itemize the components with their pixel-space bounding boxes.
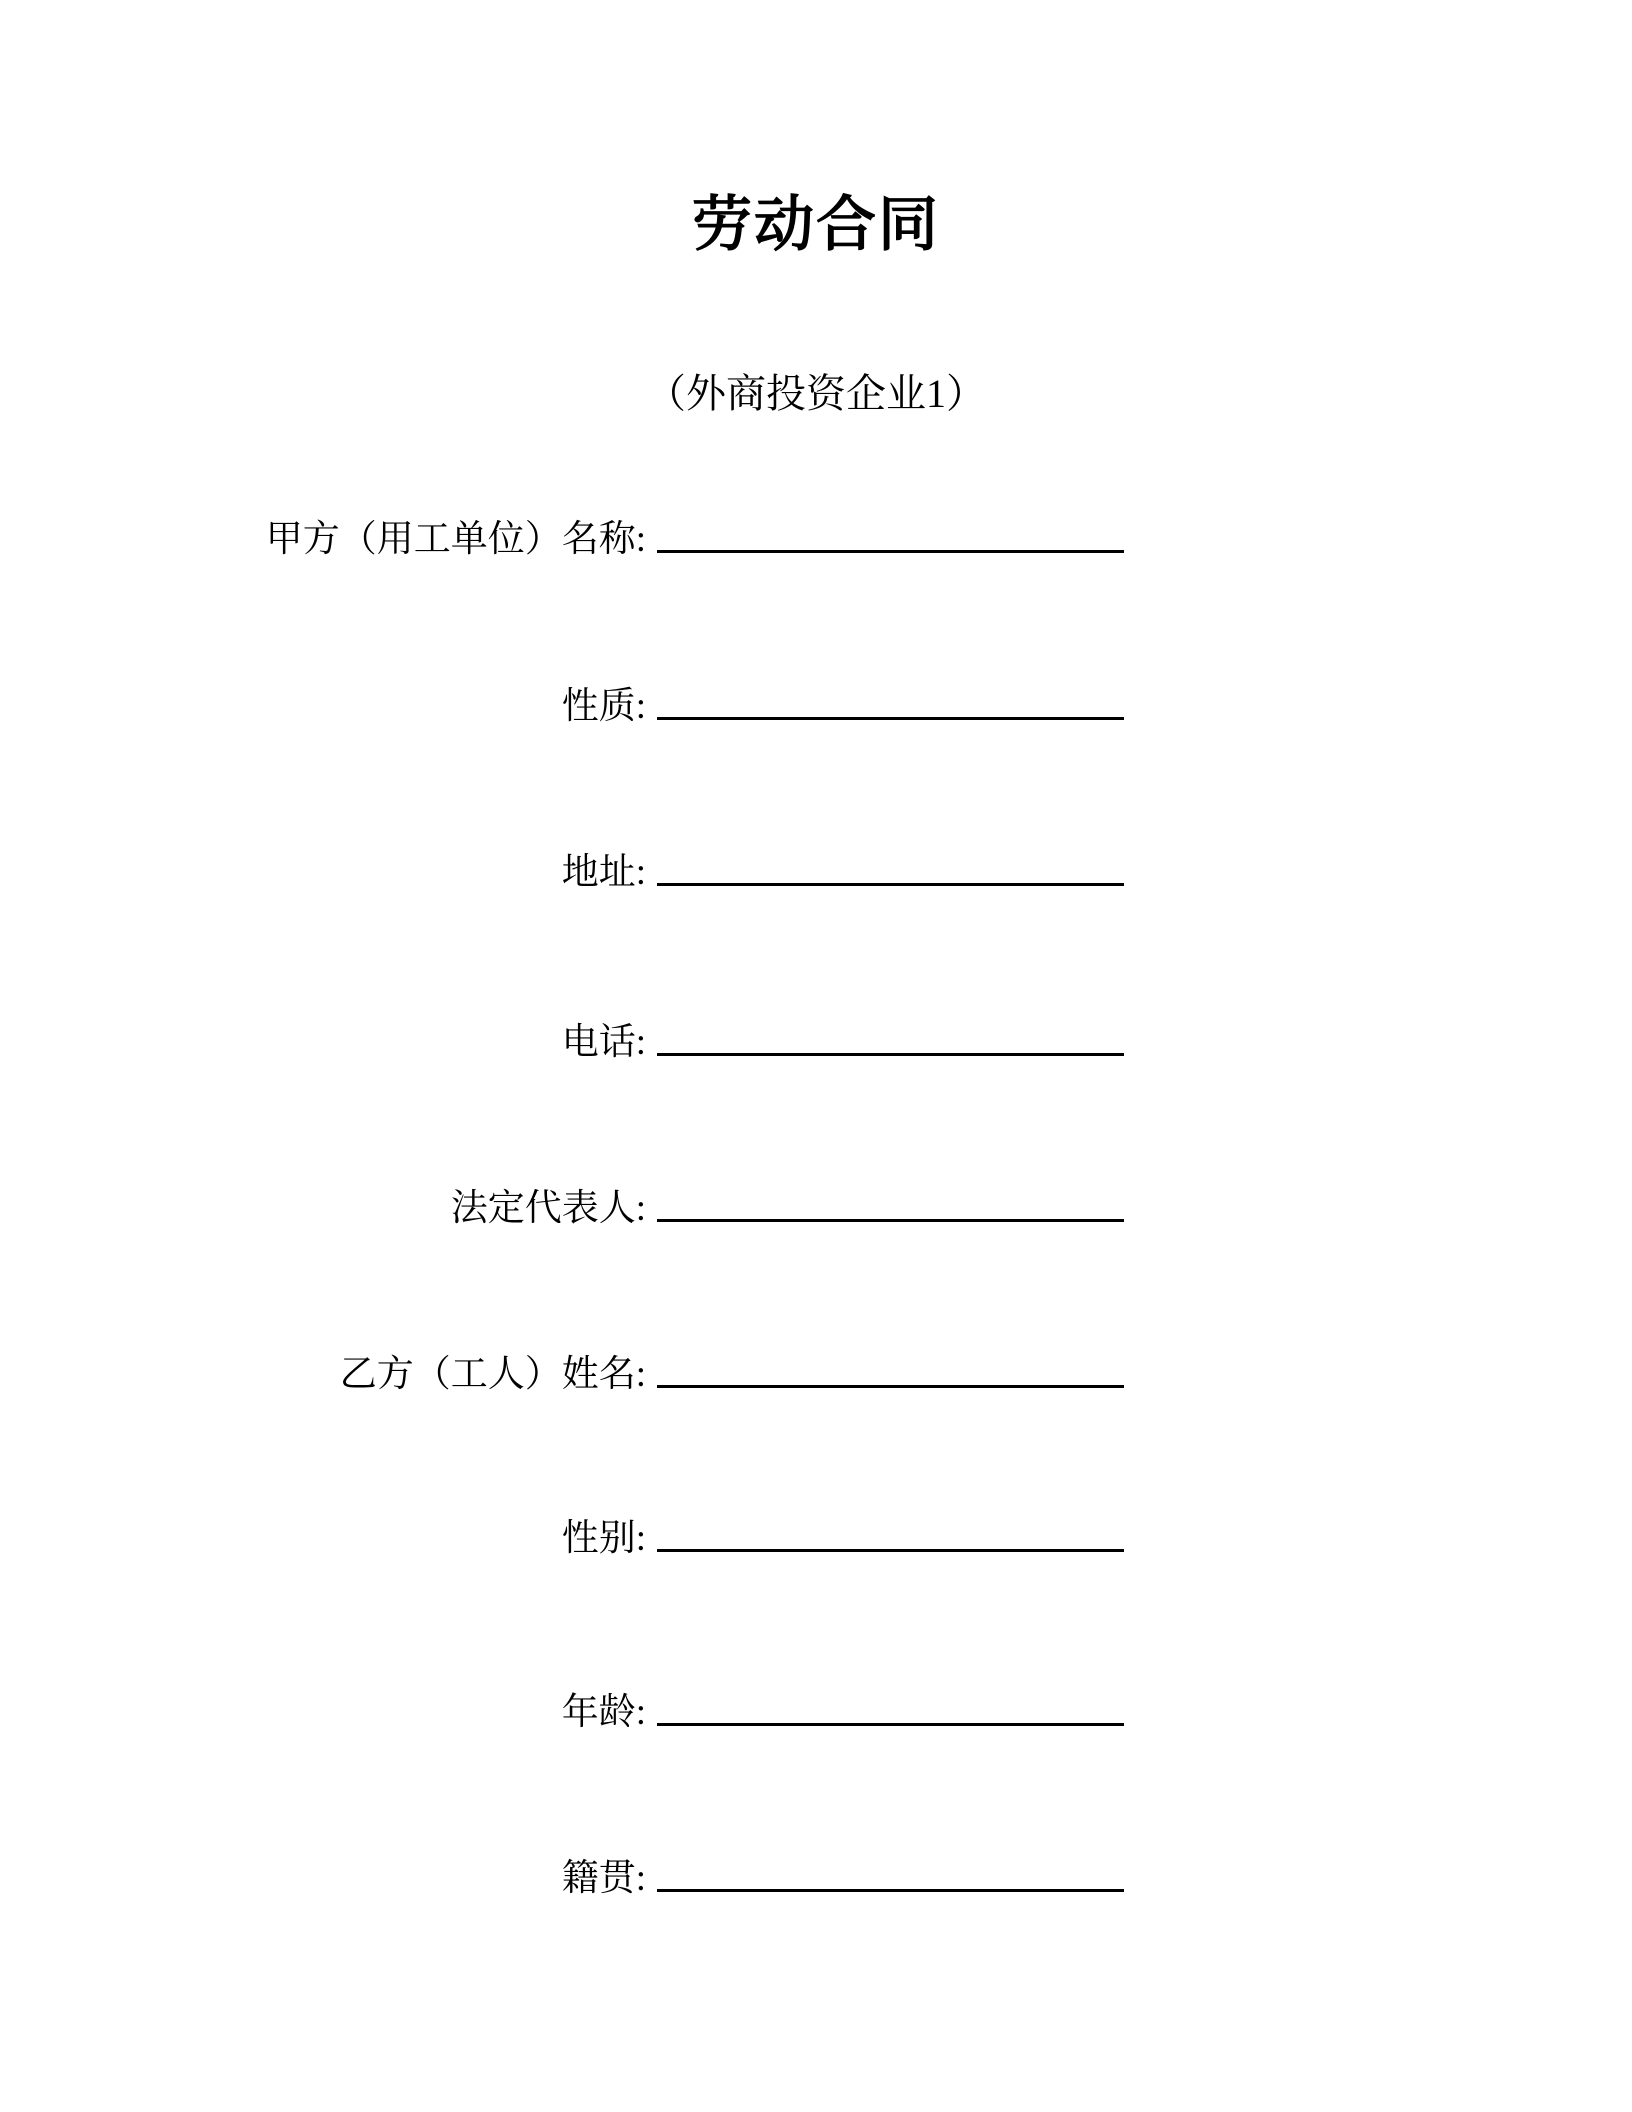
field-blank-phone[interactable] [657,1002,1124,1056]
field-row-party-a-name [0,499,1632,560]
field-blank-age[interactable] [657,1672,1124,1726]
field-row-gender [0,1498,1632,1559]
field-row-address [0,832,1632,893]
field-label-party-b-name: 乙方（工人）姓名: [339,1354,646,1395]
field-label-phone: 电话: [561,1022,646,1063]
field-label-gender: 性别: [561,1518,646,1559]
page-title: 劳动合同 [692,190,940,260]
field-blank-party-b-name[interactable] [657,1334,1124,1388]
field-row-party-b-name [0,1334,1632,1395]
field-label-legal-representative: 法定代表人: [450,1188,646,1229]
field-blank-address[interactable] [657,832,1124,886]
field-label-address: 地址: [561,852,646,893]
page-subtitle: （外商投资企业1） [646,371,986,416]
field-label-age: 年龄: [561,1692,646,1733]
field-row-phone [0,1002,1632,1063]
field-row-legal-representative [0,1168,1632,1229]
field-blank-native-place[interactable] [657,1838,1124,1892]
field-blank-party-a-name[interactable] [657,499,1124,553]
field-row-age [0,1672,1632,1733]
field-label-party-a-name: 甲方（用工单位）名称: [265,519,646,560]
field-row-nature [0,666,1632,727]
field-label-native-place: 籍贯: [561,1858,646,1899]
field-blank-legal-representative[interactable] [657,1168,1124,1222]
field-row-native-place [0,1838,1632,1899]
field-blank-gender[interactable] [657,1498,1124,1552]
field-blank-nature[interactable] [657,666,1124,720]
field-label-nature: 性质: [561,686,646,727]
